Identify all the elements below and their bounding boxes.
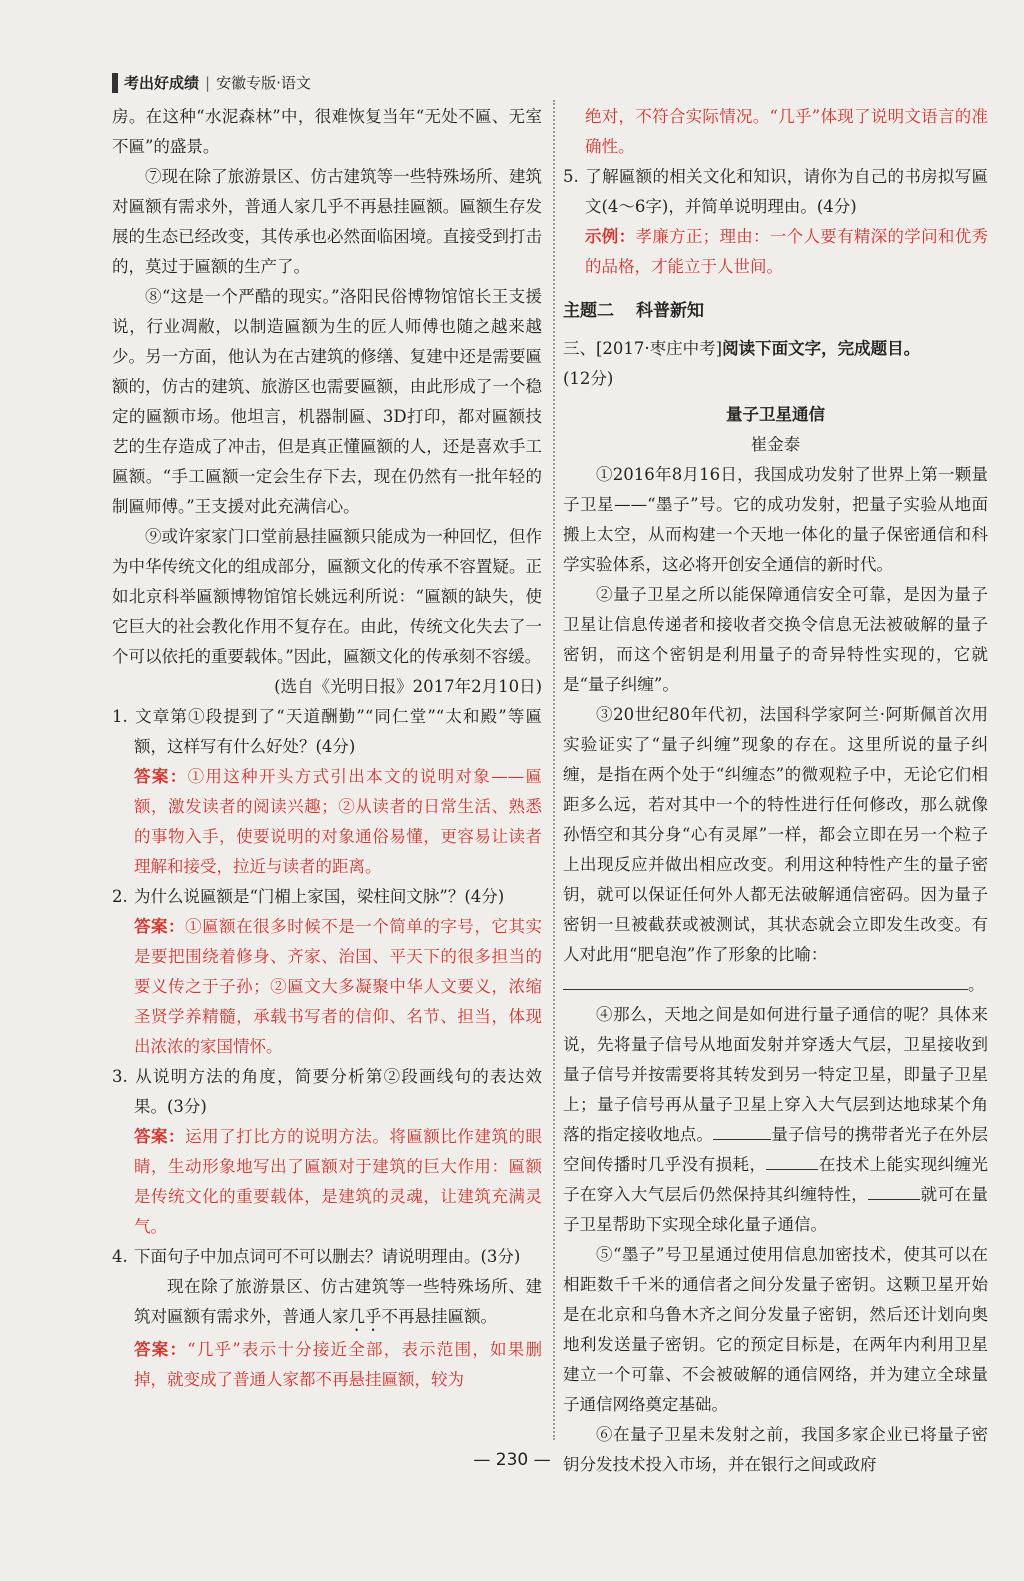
blank-line-end: 。 — [968, 975, 985, 994]
question-number: 4. — [112, 1247, 128, 1266]
answer-blank[interactable] — [868, 1181, 920, 1200]
answer-4 — [112, 1335, 542, 1395]
question-2 — [112, 882, 542, 912]
answer-blank[interactable] — [766, 1151, 818, 1170]
paragraph-4-text-b: 量子信号的携带者光子在外层空间传播时几乎没有损耗， — [563, 1125, 989, 1174]
answer-blank[interactable] — [563, 971, 968, 990]
task-text: 阅读下面文字，完成题目。 — [722, 339, 921, 358]
dotted-word: 几乎 — [348, 1307, 382, 1326]
article-paragraph-4 — [563, 1000, 988, 1240]
answer-label: 答案： — [134, 767, 188, 786]
question-text: 为什么说匾额是“门楣上家国，梁柱间文脉”？(4分) — [134, 887, 505, 906]
paragraph-8: ⑧“这是一个严酷的现实。”洛阳民俗博物馆馆长王支援说，行业凋敝，以制造匾额为生的匠人师傅也随之越来越少。另一方面，他认为在古建筑的修缮、复建中还是需要匾额的，仿古的建筑、旅游区也需要匾额，由此形成了一个稳定的匾额市场。他坦言，机器制匾、3D打印，都对匾额技艺的生存造成了冲击，但是真正懂匾额的人，还是喜欢手工匾额。“手工匾额一定会生存下去，现在仍然有一批年轻的制匾师傅。”王支援对此充满信心。 — [112, 287, 542, 516]
answer-text: ①用这种开头方式引出本文的说明对象——匾额，激发读者的阅读兴趣；②从读者的日常生活、熟悉的事物入手，使要说明的对象通俗易懂，更容易让读者理解和接受，拉近与读者的距离。 — [134, 767, 543, 876]
article-title: 量子卫星通信 — [726, 405, 825, 424]
header-separator: | — [205, 73, 211, 92]
paragraph-4-text-d: 就可在量子卫星帮助下实现全球化量子通信。 — [563, 1185, 989, 1234]
question-text: 从说明方法的角度，简要分析第②段画线句的表达效果。(3分) — [134, 1067, 542, 1116]
section-title: 科普新知 — [636, 301, 704, 321]
right-column — [563, 102, 988, 1480]
edition-label: 安徽专版·语文 — [216, 74, 311, 92]
book-title: 考出好成绩 — [124, 74, 200, 92]
paragraph-7: ⑦现在除了旅游景区、仿古建筑等一些特殊场所、建筑对匾额有需求外，普通人家几乎不再悬挂匾额。匾额生存发展的生态已经改变，其传承也必然面临困境。直接受到打击的，莫过于匾额的生产了。 — [112, 167, 542, 276]
answer-text: ①匾额在很多时候不是一个简单的字号，它其实是要把围绕着修身、齐家、治国、平天下的很多担当的要义传之于子孙；②匾文大多凝聚中华人文要义，浓缩圣贤学养精髓，承载书写者的信仰、名节、担当，体现出浓浓的家国情怀。 — [134, 917, 543, 1056]
section-number: 主题二 — [563, 301, 614, 321]
answer-2 — [112, 912, 542, 1062]
quote-text-a: 现在除了旅游景区、仿古建筑等一些特殊场所、建筑对匾额有需求外，普通人家 — [134, 1277, 542, 1326]
column-divider — [553, 100, 555, 1440]
section-heading — [563, 296, 988, 326]
paragraph-continued: 房。在这种“水泥森林”中，很难恢复当年“无处不匾、无室不匾”的盛景。 — [112, 107, 542, 156]
article-paragraph-3: ③20世纪80年代初，法国科学家阿兰·阿斯佩首次用实验证实了“量子纠缠”现象的存在。这里所说的量子纠缠，是指在两个处于“纠缠态”的微观粒子中，无论它们相距多么远，若对其中一个的特性进行任何修改，那么就像孙悟空和其分身“心有灵犀”一样，都会立即在另一个粒子上出现反应并做出相应改变。利用这种特性产生的量子密钥，就可以保证任何外人都无法破解通信密码。因为量子密钥一旦被截获或被测试，其状态就会立即发生改变。有人对此用“肥皂泡”作了形象的比喻： — [563, 705, 988, 964]
header-bar-mark — [112, 73, 118, 93]
paragraph-4-text-c: 在技术上能实现纠缠光子在穿入大气层后仍然保持其纠缠特性， — [563, 1155, 989, 1204]
answer-3 — [112, 1122, 542, 1242]
task-score: (12分) — [563, 369, 614, 388]
paragraph-4-text-a: ④那么，天地之间是如何进行量子通信的呢？具体来说，先将量子信号从地面发射并穿透大气层，卫星接收到量子信号并按需要将其转发到另一特定卫星，即量子卫星上；量子信号再从量子卫星上穿入大气层到达地球某个角落的指定接收地点。 — [563, 1005, 988, 1144]
answer-blank[interactable] — [713, 1121, 771, 1140]
question-number: 3. — [112, 1067, 128, 1086]
article-paragraph-6: ⑥在量子卫星未发射之前，我国多家企业已将量子密钥分发技术投入市场，并在银行之间或政府 — [563, 1425, 988, 1474]
article-author: 崔金泰 — [750, 435, 801, 454]
answer-label: 答案： — [134, 1340, 188, 1359]
quote-text-b: 不再悬挂匾额。 — [381, 1307, 497, 1326]
answer-label: 答案： — [134, 917, 186, 936]
question-4 — [112, 1242, 542, 1272]
answer-text: 运用了打比方的说明方法。将匾额比作建筑的眼睛，生动形象地写出了匾额对于建筑的巨大作用：匾额是传统文化的重要载体，是建筑的灵魂，让建筑充满灵气。 — [134, 1127, 543, 1236]
question-text: 下面句子中加点词可不可以删去？请说明理由。(3分) — [134, 1247, 521, 1266]
running-header — [112, 72, 311, 93]
article-paragraph-5: ⑤“墨子”号卫星通过使用信息加密技术，使其可以在相距数千千米的通信者之间分发量子密钥。这颗卫星开始是在北京和乌鲁木齐之间分发量子密钥，然后还计划向奥地利发送量子密钥。它的预定目标是，在两年内利用卫星建立一个可靠、不会被破解的通信网络，并为建立全球量子通信网络奠定基础。 — [563, 1245, 988, 1414]
answer-text: “几乎”表示十分接近全部，表示范围，如果删掉，就变成了普通人家都不再悬挂匾额，较为 — [134, 1340, 542, 1389]
question-text: 文章第①段提到了“天道酬勤”“同仁堂”“太和殿”等匾额，这样写有什么好处？(4分) — [134, 707, 542, 756]
article-paragraph-1: ①2016年8月16日，我国成功发射了世界上第一颗量子卫星——“墨子”号。它的成功发射，把量子实验从地面搬上太空，从而构建一个天地一体化的量子保密通信和科学实验体系，这必将开创安全通信的新时代。 — [563, 465, 988, 574]
page-number: — 230 — — [473, 1450, 551, 1470]
answer-1 — [112, 762, 542, 882]
fill-blank-line — [563, 970, 988, 1000]
question-number: 1. — [112, 707, 128, 726]
question-number: 5. — [563, 167, 579, 186]
question-text: 了解匾额的相关文化和知识，请你为自己的书房拟写匾文(4～6字)，并简单说明理由。(4分) — [585, 167, 988, 216]
question-1 — [112, 702, 542, 762]
paragraph-9: ⑨或许家家门口堂前悬挂匾额只能成为一种回忆，但作为中华传统文化的组成部分，匾额文化的传承不容置疑。正如北京科举匾额博物馆馆长姚远利所说：“匾额的缺失，使它巨大的社会教化作用不复存在。由此，传统文化失去了一个可以依托的重要载体。”因此，匾额文化的传承刻不容缓。 — [112, 527, 542, 666]
example-label: 示例： — [585, 227, 636, 246]
article-paragraph-2: ②量子卫星之所以能保障通信安全可靠，是因为量子卫星让信息传递者和接收者交换令信息无法被破解的量子密钥，而这个密钥是利用量子的奇异特性实现的，它就是“量子纠缠”。 — [563, 585, 988, 694]
question-4-quote — [112, 1272, 542, 1335]
question-3 — [112, 1062, 542, 1122]
task-instruction — [563, 334, 988, 364]
left-column — [112, 102, 542, 1395]
task-meta: 三、[2017·枣庄中考] — [563, 339, 723, 358]
article-source: (选自《光明日报》2017年2月10日) — [274, 677, 542, 696]
answer-4-continued: 绝对，不符合实际情况。“几乎”体现了说明文语言的准确性。 — [585, 107, 988, 156]
question-number: 2. — [112, 887, 128, 906]
question-5 — [563, 162, 988, 222]
answer-label: 答案： — [134, 1127, 186, 1146]
answer-5 — [563, 222, 988, 282]
answer-text: 孝廉方正；理由：一个人要有精深的学问和优秀的品格，才能立于人世间。 — [585, 227, 989, 276]
